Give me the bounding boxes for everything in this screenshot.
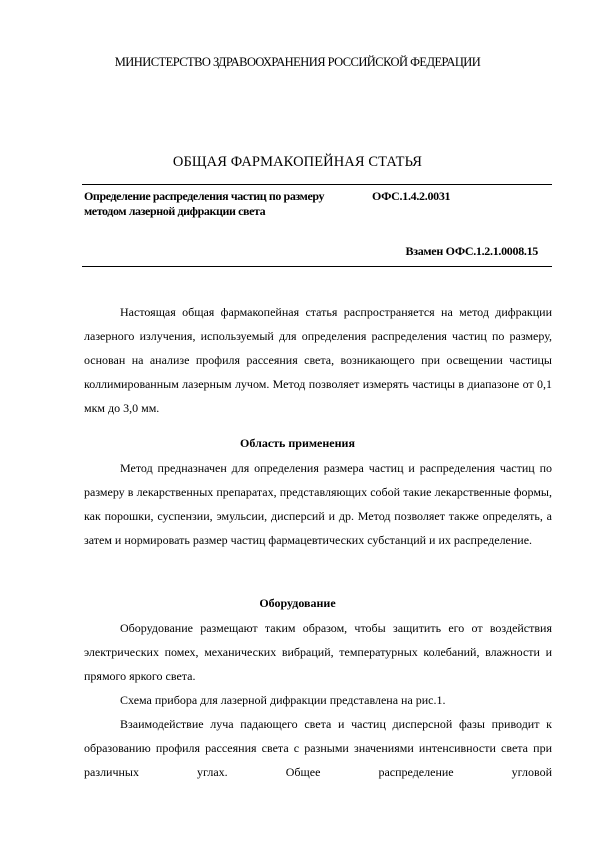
- bottom-divider: [82, 266, 552, 267]
- equipment-paragraph-1: Оборудование размещают таким образом, чтобы защитить его от воздействия электрических помех, механических вибраций, температурных колебаний, влажности и прямого яркого света.: [84, 621, 552, 683]
- document-title: ОБЩАЯ ФАРМАКОПЕЙНАЯ СТАТЬЯ: [172, 154, 423, 170]
- equipment-paragraph-3: Взаимодействие луча падающего света и частиц дисперсной фазы приводит к образованию профиля рассеяния света с разными значениями интенсивности света при различных углах. Общее распределение угловой: [84, 717, 552, 779]
- equipment-heading: Оборудование: [259, 596, 336, 610]
- equipment-section: [84, 616, 552, 688]
- scope-paragraph: Метод предназначен для определения размера частиц и распределения частиц по размеру в лекарственных препаратах, представляющих собой такие лекарственные формы, как порошки, суспензии, эмульсии, дисперсий и др. Метод позволяет также определять, а затем и нормировать размер частиц фармацевтических субстанций и их распределение.: [84, 461, 552, 547]
- replaces-code: Взамен ОФС.1.2.1.0008.15: [405, 244, 538, 258]
- figure-reference-section: [84, 688, 552, 712]
- document-code: ОФС.1.4.2.0031: [372, 189, 451, 203]
- scope-heading: Область применения: [240, 436, 355, 450]
- intro-paragraph: Настоящая общая фармакопейная статья распространяется на метод дифракции лазерного излучения, используемый для определения распределения частиц по размеру, основан на анализе профиля рассеяния света, возникающего при освещении частицы коллимированным лазерным лучом. Метод позволяет измерять частицы в диапазоне от 0,1 мкм до 3,0 мм.: [84, 305, 552, 415]
- intro-section: [84, 300, 552, 420]
- top-divider: [82, 184, 552, 185]
- interaction-section: [84, 712, 552, 784]
- method-name: Определение распределения частиц по размеру методом лазерной дифракции света: [84, 189, 325, 218]
- equipment-paragraph-2: Схема прибора для лазерной дифракции представлена на рис.1.: [120, 693, 446, 707]
- scope-section: [84, 456, 552, 552]
- ministry-header: МИНИСТЕРСТВО ЗДРАВООХРАНЕНИЯ РОССИЙСКОЙ ФЕДЕРАЦИИ: [114, 55, 481, 69]
